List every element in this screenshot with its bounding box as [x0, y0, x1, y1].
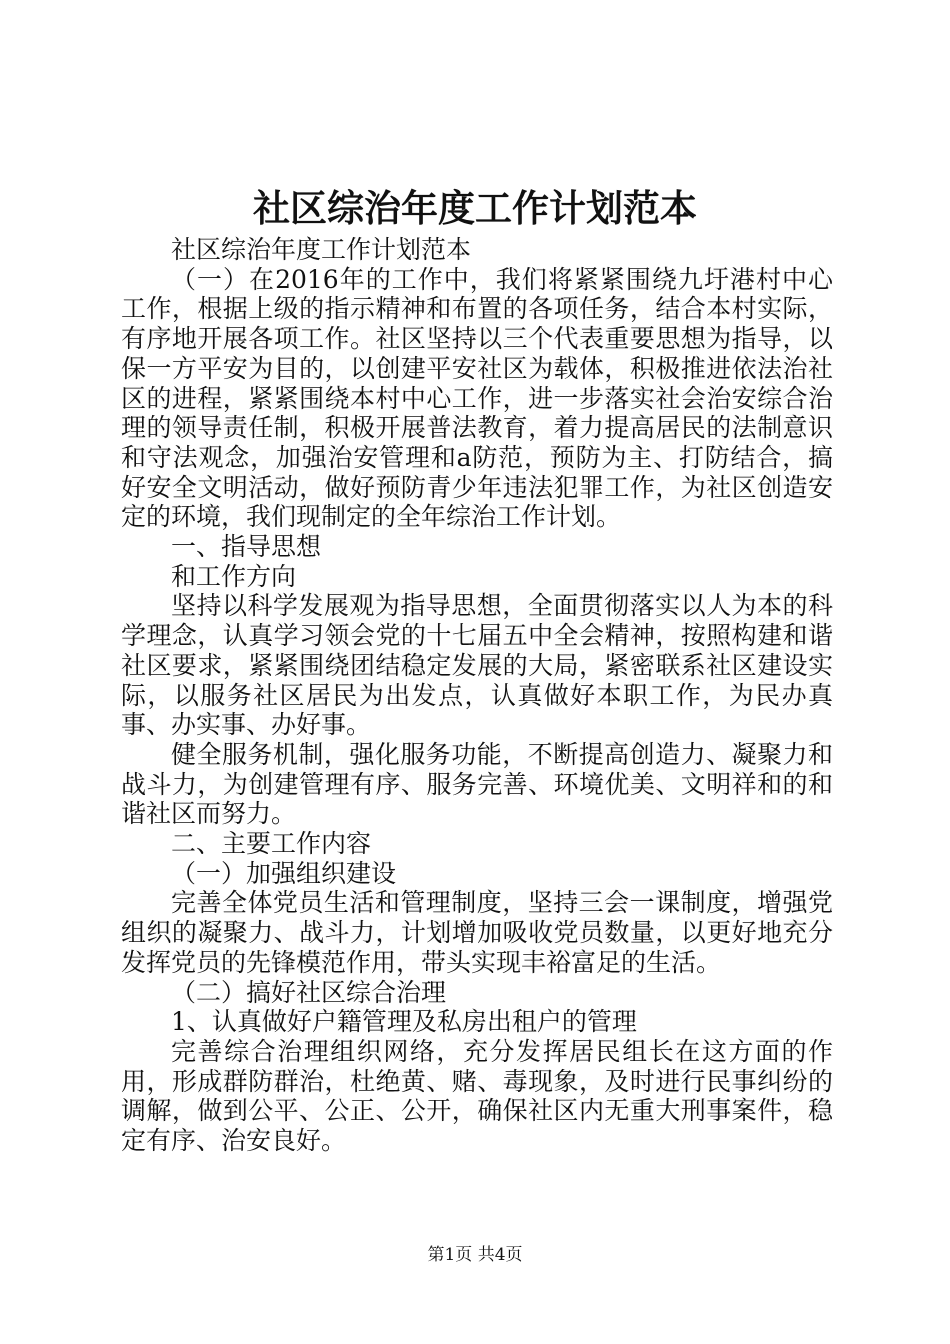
item-heading-household-management: 1、认真做好户籍管理及私房出租户的管理 [171, 1007, 637, 1037]
subsection-heading-governance: （二）搞好社区综合治理 [171, 977, 447, 1007]
section-heading-guiding-thought: 一、指导思想 [171, 532, 322, 562]
subsection-heading-organization: （一）加强组织建设 [171, 858, 397, 888]
paragraph-heading-repeat: 社区综治年度工作计划范本 [171, 235, 472, 264]
document-body [121, 235, 833, 1156]
section-heading-work-direction: 和工作方向 [171, 561, 297, 591]
paragraph-service-mechanism: 健全服务机制，强化服务功能，不断提高创造力、凝聚力和战斗力，为创建管理有序、服务完善、环境优美、文明祥和的和谐社区而努力。 [121, 739, 833, 829]
paragraph-governance: 完善综合治理组织网络，充分发挥居民组长在这方面的作用，形成群防群治，杜绝黄、赌、毒现象，及时进行民事纠纷的调解，做到公平、公正、公开，确保社区内无重大刑事案件，稳定有序、治安良好。 [121, 1036, 833, 1156]
section-heading-main-work: 二、主要工作内容 [171, 829, 372, 859]
paragraph-organization: 完善全体党员生活和管理制度，坚持三会一课制度，增强党组织的凝聚力、战斗力，计划增加吸收党员数量，以更好地充分发挥党员的先锋模范作用，带头实现丰裕富足的生活。 [121, 888, 833, 977]
page-footer: 第1页 共4页 [427, 1245, 523, 1265]
document-title: 社区综治年度工作计划范本 [253, 186, 697, 230]
paragraph-intro: （一）在2016年的工作中，我们将紧紧围绕九圩港村中心工作，根据上级的指示精神和布置的各项任务，结合本村实际，有序地开展各项工作。社区坚持以三个代表重要思想为指导，以保一方平安为目的，以创建平安社区为载体，积极推进依法治社区的进程，紧紧围绕本村中心工作，进一步落实社会治安综合治理的领导责任制，积极开展普法教育，着力提高居民的法制意识和守法观念，加强治安管理和a防范，预防为主、打防结合，搞好安全文明活动，做好预防青少年违法犯罪工作，为社区创造安定的环境，我们现制定的全年综治工作计划。 [121, 264, 833, 532]
paragraph-guiding-thought: 坚持以科学发展观为指导思想，全面贯彻落实以人为本的科学理念，认真学习领会党的十七届五中全会精神，按照构建和谐社区要求，紧紧围绕团结稳定发展的大局，紧密联系社区建设实际，以服务社区居民为出发点，认真做好本职工作，为民办真事、办实事、办好事。 [121, 591, 833, 740]
